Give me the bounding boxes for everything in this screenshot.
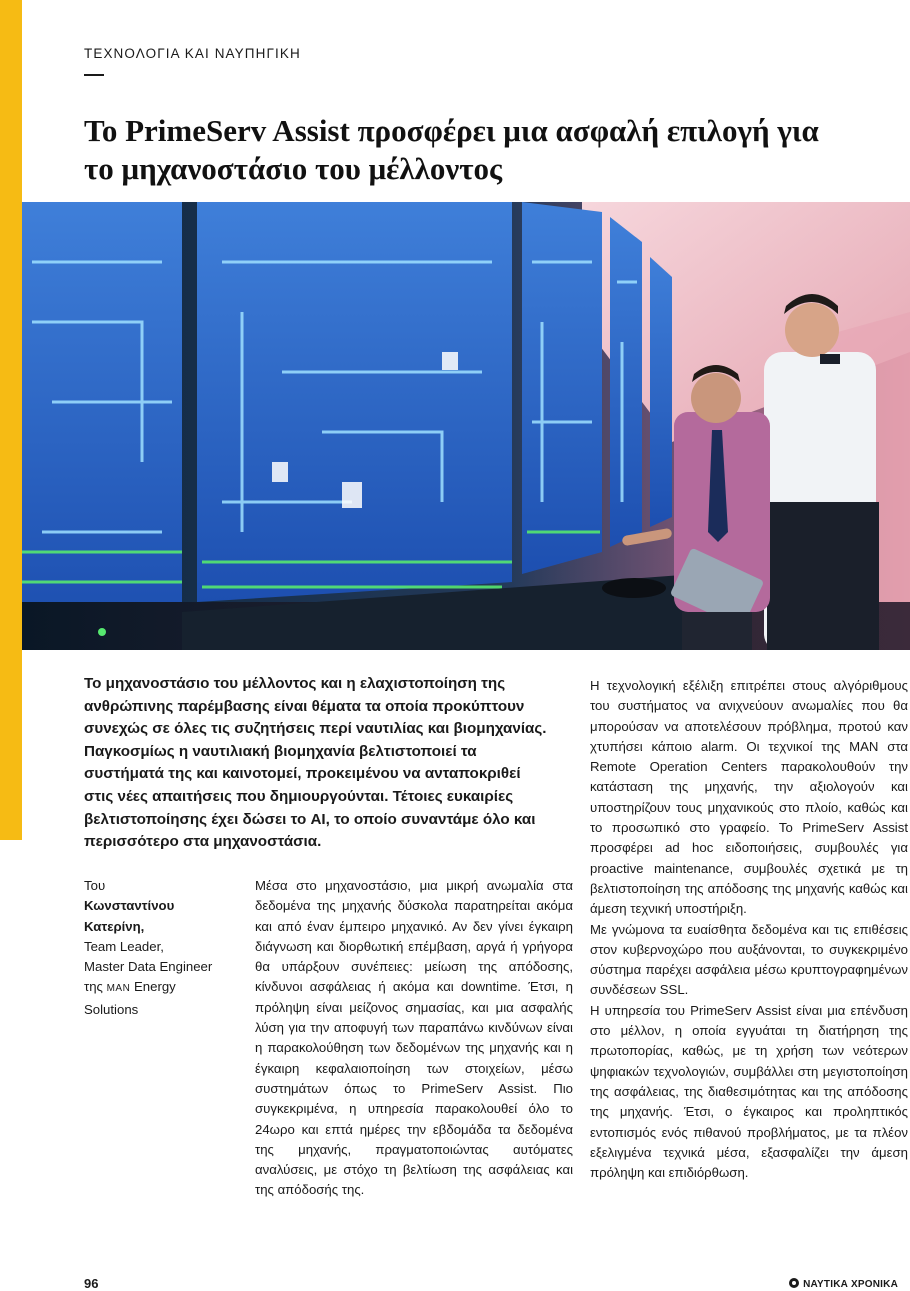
body-column-right bbox=[590, 676, 908, 1183]
section-label: ΤΕΧΝΟΛΟΓΙΑ ΚΑΙ ΝΑΥΠΗΓΙΚΗ bbox=[84, 46, 301, 61]
author-title: Master Data Engineer bbox=[84, 959, 213, 975]
section-divider bbox=[84, 74, 104, 76]
author-name-first: Κωνσταντίνου bbox=[84, 898, 175, 914]
publication-title: ΝΑΥΤΙΚΑ ΧΡΟΝΙΚΑ bbox=[803, 1279, 898, 1290]
author-role: Team Leader, bbox=[84, 938, 164, 954]
circle-logo-icon bbox=[789, 1278, 799, 1288]
body-paragraph: Μέσα στο μηχανοστάσιο, μια μικρή ανωμαλία στα δεδομένα της μηχανής δύσκολα παρατηρείται ακόμα και από έναν έμπειρο μηχανικό. Αν δεν γίνει έγκαιρη διάγνωση και διορθωτική επέμβαση, αργά ή γρήγορα θα υπάρξουν συνέπειες: μείωση της απόδοσης, κίνδυνοι ασφάλειας ή ακόμα και downtime. Έτσι, η πρόληψη είναι μείζονος σημασίας, και μια ασφαλής λύση για την αποφυγή των παραπάνω κινδύνων είναι η παρακολούθηση των δεδομένων της μηχανής και η έγκαιρη κεφαλαιοποίηση των στοιχείων, μέσω συστημάτων όπως το PrimeServ Assist. Πιο συγκεκριμένα, η υπηρεσία παρακολουθεί όλο το 24ωρο και επτά ημέρες την εβδομάδα τα δεδομένα της μηχανής, πραγματοποιώντας αυτόματες αναλύσεις, με στόχο τη βελτίωση της ασφάλειας και της απόδοσής της. bbox=[255, 878, 573, 1198]
author-name-last: Κατερίνη, bbox=[84, 918, 145, 934]
body-column-middle bbox=[255, 876, 573, 1201]
article-headline: Το PrimeServ Assist προσφέρει μια ασφαλή επιλογή για το μηχανοστάσιο του μέλλοντος bbox=[84, 113, 819, 186]
body-paragraph: Με γνώμονα τα ευαίσθητα δεδομένα και τις επιθέσεις στον κυβερνοχώρο που αυξάνονται, το συγκεκριμένο σύστημα παρέχει ασφάλεια μέσω κρυπτογραφημένων συνδέσεων SSL. bbox=[590, 921, 908, 998]
body-paragraph: Η τεχνολογική εξέλιξη επιτρέπει στους αλγόριθμους του συστήματος να ανιχνεύουν ανωμαλίες που θα μπορούσαν να αποτελέσουν πρόβλημα, προτού καν χτυπήσει κάποιο alarm. Οι τεχνικοί της MAN στα Remote Operation Centers παρακολουθούν την κατάσταση της μηχανής, την αξιολογούν και υποστηρίζουν τους μηχανικούς στο πλοίο, καθώς και το προσωπικό στο γραφείο. Το PrimeServ Assist προσφέρει ad hoc ειδοποιήσεις, συμβουλές για proactive maintenance, συμβουλές σχετικά με τη βελτιστοποίηση της απόδοσης της μηχανής καθώς και άμεση τεχνική υποστήριξη. bbox=[590, 678, 908, 917]
article-lead: Το μηχανοστάσιο του μέλλοντος και η ελαχιστοποίηση της ανθρώπινης παρέμβασης είναι θέματα τα οποία προκύπτουν συνεχώς σε όλες τις συζητήσεις περί ναυτιλίας και βιομηχανίας. Παγκοσμίως η ναυτιλιακή βιομηχανία βελτιστοποιεί τα συστήματά της και καινοτομεί, προκειμένου να ανταποκριθεί στις νέες απαιτήσεις που δημιουργούνται. Τέτοιες ευκαιρίες βελτιστοποίησης έχει δώσει το AI, το οποίο συναντάμε όλο και περισσότερο στα μηχανοστάσια. bbox=[84, 675, 547, 851]
company-prefix: της bbox=[84, 979, 103, 995]
accent-bar bbox=[0, 0, 22, 840]
body-paragraph: Η υπηρεσία του PrimeServ Assist είναι μια επένδυση στο μέλλον, η οποία εγγυάται τη διατήρηση της πρωτοπορίας, καθώς, με τη χρήση των νεότερων ψηφιακών τεχνολογιών, συμβάλλει στη μεγιστοποίηση της ασφάλειας, της διαθεσιμότητας και της απόδοσης της μηχανής. Έτσι, ο έγκαιρος και προληπτικός εντοπισμός ενός πιθανού προβλήματος, με τα πλέον εξελιγμένα τεχνικά μέσα, εξασφαλίζει την άμεση πρόληψη και επιδιόρθωση. bbox=[590, 1002, 908, 1181]
page-number: 96 bbox=[84, 1276, 99, 1291]
hero-photo bbox=[22, 202, 910, 650]
company-brand: MAN bbox=[106, 983, 131, 995]
author-company-line2: Solutions bbox=[84, 1001, 139, 1017]
publication-name bbox=[789, 1278, 898, 1290]
author-byline bbox=[84, 876, 244, 1020]
byline-prefix: Του bbox=[84, 878, 106, 893]
company-suffix: Energy bbox=[133, 979, 176, 995]
author-company bbox=[84, 977, 244, 999]
